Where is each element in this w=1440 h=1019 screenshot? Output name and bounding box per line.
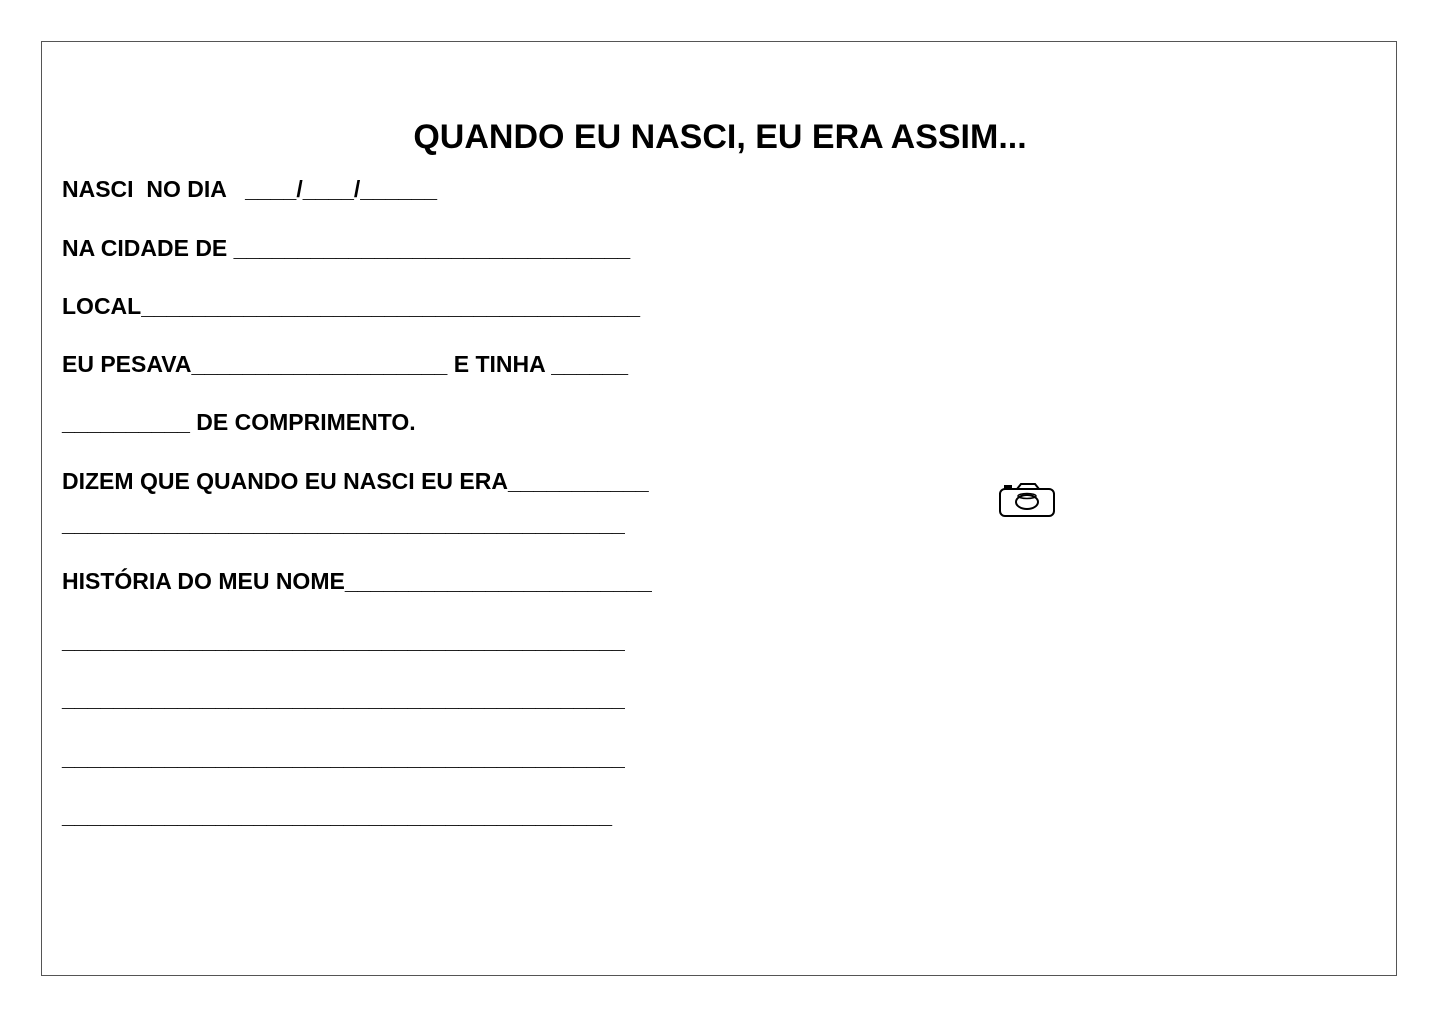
name-history-blank-line-1: ____________________________________________: [62, 627, 625, 653]
birth-date-line: NASCI NO DIA ____/____/______: [62, 176, 438, 202]
name-history-blank-line-2: ____________________________________________: [62, 685, 625, 711]
name-history-line: HISTÓRIA DO MEU NOME________________________: [62, 568, 652, 594]
they-say-continuation-line: ____________________________________________: [62, 510, 625, 536]
worksheet-title: QUANDO EU NASCI, EU ERA ASSIM...: [413, 118, 1027, 156]
name-history-blank-line-4: ___________________________________________: [62, 802, 613, 828]
birth-city-line: NA CIDADE DE _______________________________: [62, 235, 631, 261]
length-line: __________ DE COMPRIMENTO.: [62, 409, 416, 435]
name-history-blank-line-3: ____________________________________________: [62, 744, 625, 770]
weight-height-line: EU PESAVA____________________ E TINHA ______: [62, 351, 629, 377]
birth-place-line: LOCAL_______________________________________: [62, 293, 641, 319]
camera-icon: [998, 482, 1056, 518]
they-say-line: DIZEM QUE QUANDO EU NASCI EU ERA___________: [62, 468, 649, 494]
